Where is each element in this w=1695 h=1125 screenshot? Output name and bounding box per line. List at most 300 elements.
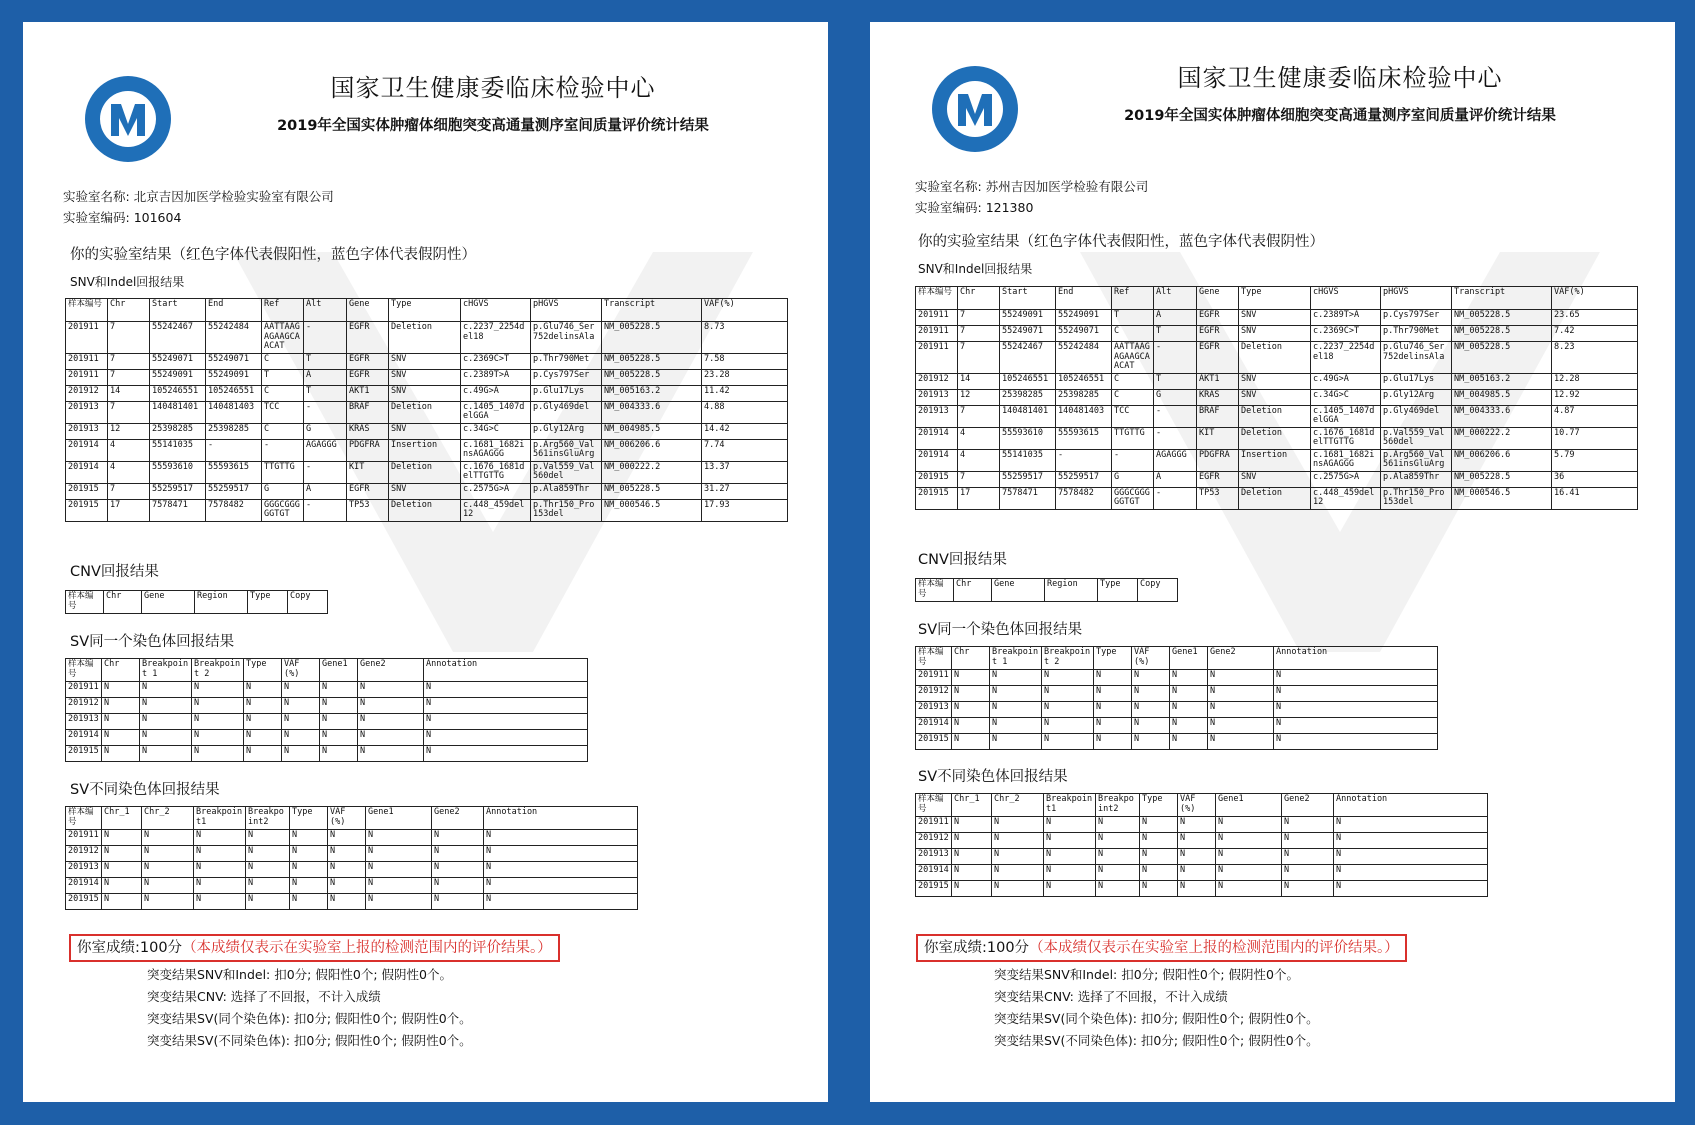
table-cell: N	[1140, 865, 1178, 881]
summary-cnv: 突变结果CNV: 选择了不回报，不计入成绩	[994, 989, 1228, 1004]
table-cell: 4	[108, 439, 150, 461]
table-row	[66, 401, 788, 423]
table-cell: c.2237_2254del18	[1311, 342, 1381, 374]
table-cell: N	[1170, 718, 1208, 734]
table-cell: 201914	[916, 427, 958, 449]
column-header: VAF (%)	[328, 807, 366, 830]
table-cell: SNV	[389, 369, 461, 385]
table-cell: 55249071	[1000, 326, 1056, 342]
table-cell: N	[328, 846, 366, 862]
score-summary	[147, 964, 472, 1052]
table-row	[66, 746, 588, 762]
table-cell: 105246551	[1000, 373, 1056, 389]
column-header: Gene	[142, 591, 195, 614]
table-cell: 201915	[66, 894, 102, 910]
table-cell: N	[366, 894, 432, 910]
table-row	[66, 846, 638, 862]
table-cell: AGAGGG	[1154, 449, 1197, 471]
table-cell: N	[1274, 702, 1438, 718]
column-header: Breakpoint1	[194, 807, 246, 830]
table-row	[916, 881, 1488, 897]
table-header-row	[916, 794, 1488, 817]
table-row	[916, 718, 1438, 734]
table-cell: 201911	[916, 326, 958, 342]
table-row	[916, 702, 1438, 718]
table-cell: Deletion	[389, 401, 461, 423]
table-cell: N	[952, 686, 990, 702]
table-cell: c.2389T>A	[461, 369, 531, 385]
table-cell: AKT1	[1197, 373, 1239, 389]
org-title: 国家卫生健康委临床检验中心	[1177, 64, 1503, 92]
table-cell: NM_005163.2	[602, 385, 702, 401]
column-header: 样本编号	[916, 287, 958, 310]
table-cell: 36	[1552, 471, 1638, 487]
table-cell: c.448_459del12	[461, 499, 531, 521]
table-cell: N	[290, 862, 328, 878]
table-cell: 16.41	[1552, 487, 1638, 509]
table-row	[916, 342, 1638, 374]
table-cell: 7.58	[702, 353, 788, 369]
table-cell: N	[1044, 833, 1096, 849]
table-cell: -	[1154, 487, 1197, 509]
table-cell: N	[142, 830, 194, 846]
table-cell: N	[140, 698, 192, 714]
table-row	[916, 471, 1638, 487]
table-cell: N	[484, 862, 638, 878]
column-header: VAF (%)	[1132, 647, 1170, 670]
table-cell: NM_004333.6	[1452, 405, 1552, 427]
table-cell: G	[304, 423, 347, 439]
table-cell: N	[244, 698, 282, 714]
table-cell: 7	[958, 471, 1000, 487]
table-cell: N	[320, 682, 358, 698]
column-header: Start	[150, 299, 206, 322]
results-heading: 你的实验室结果（红色字体代表假阳性，蓝色字体代表假阴性）	[918, 234, 1324, 250]
table-cell: NM_005228.5	[1452, 326, 1552, 342]
table-cell: KRAS	[347, 423, 389, 439]
table-cell: 14	[108, 385, 150, 401]
table-cell: N	[1132, 734, 1170, 750]
table-cell: 7	[108, 353, 150, 369]
table-cell: N	[1094, 686, 1132, 702]
table-cell: 55249071	[206, 353, 262, 369]
table-cell: 4.87	[1552, 405, 1638, 427]
table-cell: 201915	[66, 499, 108, 521]
table-cell: 201911	[916, 342, 958, 374]
table-cell: N	[328, 830, 366, 846]
table-cell: 140481401	[150, 401, 206, 423]
table-cell: N	[290, 878, 328, 894]
table-cell: EGFR	[1197, 471, 1239, 487]
table-cell: 201911	[916, 310, 958, 326]
table-cell: N	[1096, 881, 1140, 897]
table-cell: 7578471	[1000, 487, 1056, 509]
table-cell: 8.73	[702, 322, 788, 354]
table-cell: 55249091	[206, 369, 262, 385]
sv-diff-heading: SV不同染色体回报结果	[70, 782, 220, 798]
table-cell: KRAS	[1197, 389, 1239, 405]
table-cell: N	[244, 682, 282, 698]
column-header: Chr	[102, 659, 140, 682]
table-cell: N	[424, 682, 588, 698]
table-cell: 55249071	[1056, 326, 1112, 342]
table-cell: N	[1282, 849, 1334, 865]
table-cell: 17.93	[702, 499, 788, 521]
table-cell: N	[1140, 849, 1178, 865]
table-cell: N	[1042, 718, 1094, 734]
table-cell: N	[320, 714, 358, 730]
table-cell: N	[1334, 865, 1488, 881]
table-cell: N	[246, 878, 290, 894]
column-header: Breakpoint 2	[1042, 647, 1094, 670]
table-cell: 201912	[66, 846, 102, 862]
table-cell: N	[1042, 670, 1094, 686]
table-cell: TCC	[262, 401, 304, 423]
table-cell: T	[304, 353, 347, 369]
table-cell: N	[102, 746, 140, 762]
column-header: 样本编号	[916, 794, 952, 817]
table-cell: N	[1282, 881, 1334, 897]
table-cell: N	[1132, 670, 1170, 686]
table-cell: N	[366, 830, 432, 846]
table-cell: N	[102, 878, 142, 894]
table-cell: 55242467	[150, 322, 206, 354]
column-header: Gene	[992, 579, 1045, 602]
score-note: （本成绩仅表示在实验室上报的检测范围内的评价结果。）	[182, 940, 552, 956]
table-cell: A	[1154, 310, 1197, 326]
table-cell: N	[282, 746, 320, 762]
column-header: Type	[1098, 579, 1138, 602]
table-cell: 201913	[916, 849, 952, 865]
column-header: Breakpoint2	[246, 807, 290, 830]
table-cell: Insertion	[389, 439, 461, 461]
table-cell: N	[992, 833, 1044, 849]
column-header: Chr	[958, 287, 1000, 310]
column-header: Copy	[1138, 579, 1178, 602]
report-page-left	[23, 22, 828, 1102]
column-header: Gene	[1197, 287, 1239, 310]
table-cell: N	[1216, 865, 1282, 881]
table-cell: N	[424, 714, 588, 730]
table-cell: 105246551	[206, 385, 262, 401]
table-cell: N	[290, 894, 328, 910]
table-cell: 201913	[66, 714, 102, 730]
table-cell: 55259517	[206, 483, 262, 499]
table-cell: p.Cys797Ser	[531, 369, 602, 385]
table-cell: 55249091	[1000, 310, 1056, 326]
table-cell: N	[246, 846, 290, 862]
score-label: 你室成绩:100分	[924, 940, 1030, 956]
table-cell: NM_005163.2	[1452, 373, 1552, 389]
table-cell: 140481403	[206, 401, 262, 423]
table-cell: N	[366, 862, 432, 878]
table-cell: 25398285	[1056, 389, 1112, 405]
table-cell: c.2237_2254del18	[461, 322, 531, 354]
table-cell: N	[102, 714, 140, 730]
table-cell: N	[142, 862, 194, 878]
snv-table	[65, 298, 788, 522]
table-cell: p.Arg560_Val561insGluArg	[1381, 449, 1452, 471]
score-summary	[994, 964, 1319, 1052]
table-cell: G	[1112, 471, 1154, 487]
table-cell: N	[952, 865, 992, 881]
column-header: Breakpoint 2	[192, 659, 244, 682]
table-cell: KIT	[347, 461, 389, 483]
table-cell: N	[952, 718, 990, 734]
table-cell: N	[282, 730, 320, 746]
score-box	[69, 934, 560, 962]
table-cell: 7	[958, 405, 1000, 427]
table-cell: 201911	[66, 830, 102, 846]
column-header: VAF (%)	[282, 659, 320, 682]
column-header: Region	[195, 591, 248, 614]
table-cell: N	[952, 881, 992, 897]
column-header: pHGVS	[1381, 287, 1452, 310]
column-header: Type	[389, 299, 461, 322]
table-cell: N	[1170, 734, 1208, 750]
table-cell: N	[192, 730, 244, 746]
table-cell: SNV	[389, 353, 461, 369]
table-cell: EGFR	[347, 369, 389, 385]
table-cell: N	[992, 849, 1044, 865]
table-cell: SNV	[389, 423, 461, 439]
table-cell: N	[1334, 849, 1488, 865]
table-cell: N	[140, 730, 192, 746]
column-header: cHGVS	[1311, 287, 1381, 310]
table-cell: N	[282, 698, 320, 714]
cnv-table	[65, 590, 328, 614]
table-cell: N	[1216, 833, 1282, 849]
column-header: Chr	[108, 299, 150, 322]
table-cell: N	[102, 894, 142, 910]
table-row	[916, 389, 1638, 405]
table-cell: N	[246, 894, 290, 910]
table-cell: N	[1140, 881, 1178, 897]
table-row	[916, 310, 1638, 326]
table-cell: N	[1282, 865, 1334, 881]
table-cell: 201912	[916, 833, 952, 849]
table-row	[66, 830, 638, 846]
report-subtitle: 2019年全国实体肿瘤体细胞突变高通量测序室间质量评价统计结果	[1124, 108, 1556, 124]
table-row	[916, 849, 1488, 865]
table-row	[916, 833, 1488, 849]
column-header: Breakpoint2	[1096, 794, 1140, 817]
table-cell: 201915	[916, 734, 952, 750]
snv-heading: SNV和Indel回报结果	[70, 275, 185, 289]
table-cell: N	[328, 894, 366, 910]
table-row	[916, 865, 1488, 881]
table-cell: N	[992, 865, 1044, 881]
table-cell: 23.65	[1552, 310, 1638, 326]
table-row	[916, 326, 1638, 342]
column-header: Copy	[288, 591, 328, 614]
column-header: Annotation	[424, 659, 588, 682]
column-header: Start	[1000, 287, 1056, 310]
table-cell: BRAF	[1197, 405, 1239, 427]
table-row	[66, 714, 588, 730]
table-cell: N	[194, 830, 246, 846]
table-row	[66, 878, 638, 894]
table-cell: 201914	[916, 865, 952, 881]
table-cell: p.Val559_Val560del	[1381, 427, 1452, 449]
table-cell: c.34G>C	[461, 423, 531, 439]
table-header-row	[66, 659, 588, 682]
table-cell: N	[484, 878, 638, 894]
table-cell: -	[304, 401, 347, 423]
column-header: Chr	[952, 647, 990, 670]
table-cell: T	[1112, 310, 1154, 326]
sv-same-table	[65, 658, 588, 762]
column-header: 样本编号	[66, 591, 104, 614]
table-cell: 4.88	[702, 401, 788, 423]
table-cell: N	[1042, 702, 1094, 718]
table-cell: N	[1334, 833, 1488, 849]
table-cell: NM_000222.2	[1452, 427, 1552, 449]
table-cell: 11.42	[702, 385, 788, 401]
sv-diff-table	[65, 806, 638, 910]
table-cell: N	[102, 682, 140, 698]
table-cell: N	[1282, 817, 1334, 833]
table-cell: p.Glu746_Ser752delinsAla	[531, 322, 602, 354]
lab-name-line: 实验室名称: 苏州吉因加医学检验有限公司	[915, 179, 1149, 194]
table-header-row	[916, 579, 1178, 602]
table-row	[66, 369, 788, 385]
table-cell: 55249071	[150, 353, 206, 369]
table-cell: T	[1154, 326, 1197, 342]
table-row	[916, 405, 1638, 427]
column-header: VAF(%)	[702, 299, 788, 322]
table-cell: SNV	[1239, 389, 1311, 405]
table-cell: NM_006206.6	[602, 439, 702, 461]
table-cell: N	[320, 698, 358, 714]
table-cell: N	[1178, 833, 1216, 849]
table-cell: p.Thr790Met	[531, 353, 602, 369]
table-header-row	[66, 591, 328, 614]
table-cell: N	[142, 846, 194, 862]
table-cell: N	[358, 730, 424, 746]
table-cell: 201913	[916, 702, 952, 718]
table-cell: c.1676_1681delTTGTTG	[461, 461, 531, 483]
table-cell: p.Gly12Arg	[1381, 389, 1452, 405]
summary-snv: 突变结果SNV和Indel: 扣0分; 假阳性0个; 假阴性0个。	[147, 967, 452, 982]
column-header: Ref	[1112, 287, 1154, 310]
column-header: Transcript	[602, 299, 702, 322]
table-cell: AGAGGG	[304, 439, 347, 461]
table-cell: N	[952, 817, 992, 833]
table-cell: 23.28	[702, 369, 788, 385]
column-header: Region	[1045, 579, 1098, 602]
table-cell: N	[432, 878, 484, 894]
table-cell: p.Ala859Thr	[1381, 471, 1452, 487]
table-cell: N	[358, 746, 424, 762]
column-header: Gene1	[320, 659, 358, 682]
table-cell: N	[328, 862, 366, 878]
table-cell: C	[262, 385, 304, 401]
column-header: Chr_2	[142, 807, 194, 830]
table-cell: N	[1094, 718, 1132, 734]
sv-diff-table	[915, 793, 1488, 897]
table-cell: NM_004985.5	[602, 423, 702, 439]
table-cell: 201914	[916, 449, 958, 471]
table-cell: c.2389T>A	[1311, 310, 1381, 326]
table-cell: C	[262, 353, 304, 369]
table-cell: 55141035	[150, 439, 206, 461]
table-cell: p.Glu17Lys	[1381, 373, 1452, 389]
table-cell: 55593615	[206, 461, 262, 483]
table-cell: N	[990, 734, 1042, 750]
table-cell: SNV	[1239, 373, 1311, 389]
column-header: Annotation	[484, 807, 638, 830]
table-cell: N	[1044, 817, 1096, 833]
table-cell: C	[1112, 389, 1154, 405]
column-header: Type	[290, 807, 328, 830]
table-cell: N	[1044, 849, 1096, 865]
table-cell: c.49G>A	[461, 385, 531, 401]
table-cell: 201914	[916, 718, 952, 734]
table-cell: 201914	[66, 461, 108, 483]
table-cell: N	[358, 698, 424, 714]
column-header: Gene2	[1208, 647, 1274, 670]
table-cell: N	[1178, 817, 1216, 833]
column-header: Gene2	[1282, 794, 1334, 817]
column-header: Type	[244, 659, 282, 682]
table-cell: NM_005228.5	[1452, 310, 1552, 326]
table-cell: 7	[958, 342, 1000, 374]
table-cell: 25398285	[150, 423, 206, 439]
table-cell: N	[1132, 686, 1170, 702]
column-header: Type	[1094, 647, 1132, 670]
table-cell: NM_000222.2	[602, 461, 702, 483]
table-cell: p.Gly469del	[1381, 405, 1452, 427]
table-cell: N	[102, 862, 142, 878]
table-cell: p.Cys797Ser	[1381, 310, 1452, 326]
table-cell: c.1405_1407delGGA	[1311, 405, 1381, 427]
lab-info	[63, 186, 334, 228]
table-cell: N	[192, 746, 244, 762]
table-cell: N	[1170, 686, 1208, 702]
table-cell: N	[140, 682, 192, 698]
summary-cnv: 突变结果CNV: 选择了不回报，不计入成绩	[147, 989, 381, 1004]
table-cell: c.2575G>A	[1311, 471, 1381, 487]
table-cell: 7.42	[1552, 326, 1638, 342]
table-cell: -	[304, 499, 347, 521]
table-cell: 55249091	[1056, 310, 1112, 326]
column-header: Gene1	[1170, 647, 1208, 670]
table-cell: p.Glu746_Ser752delinsAla	[1381, 342, 1452, 374]
table-cell: 12.28	[1552, 373, 1638, 389]
table-cell: N	[1042, 734, 1094, 750]
score-note: （本成绩仅表示在实验室上报的检测范围内的评价结果。）	[1029, 940, 1399, 956]
sv-same-table	[915, 646, 1438, 750]
table-cell: 201913	[916, 389, 958, 405]
table-cell: N	[990, 702, 1042, 718]
table-cell: N	[1094, 734, 1132, 750]
table-row	[66, 862, 638, 878]
column-header: Gene2	[432, 807, 484, 830]
table-cell: N	[194, 894, 246, 910]
table-cell: N	[432, 830, 484, 846]
table-cell: N	[952, 670, 990, 686]
lab-code: 101604	[133, 210, 182, 225]
table-cell: G	[1154, 389, 1197, 405]
table-cell: 55593610	[1000, 427, 1056, 449]
table-cell: 201915	[66, 746, 102, 762]
sv-same-heading: SV同一个染色体回报结果	[918, 622, 1083, 638]
table-cell: AATTAAGAGAAGCAACAT	[262, 322, 304, 354]
table-row	[66, 353, 788, 369]
table-cell: 7	[108, 401, 150, 423]
snv-heading: SNV和Indel回报结果	[918, 262, 1033, 276]
